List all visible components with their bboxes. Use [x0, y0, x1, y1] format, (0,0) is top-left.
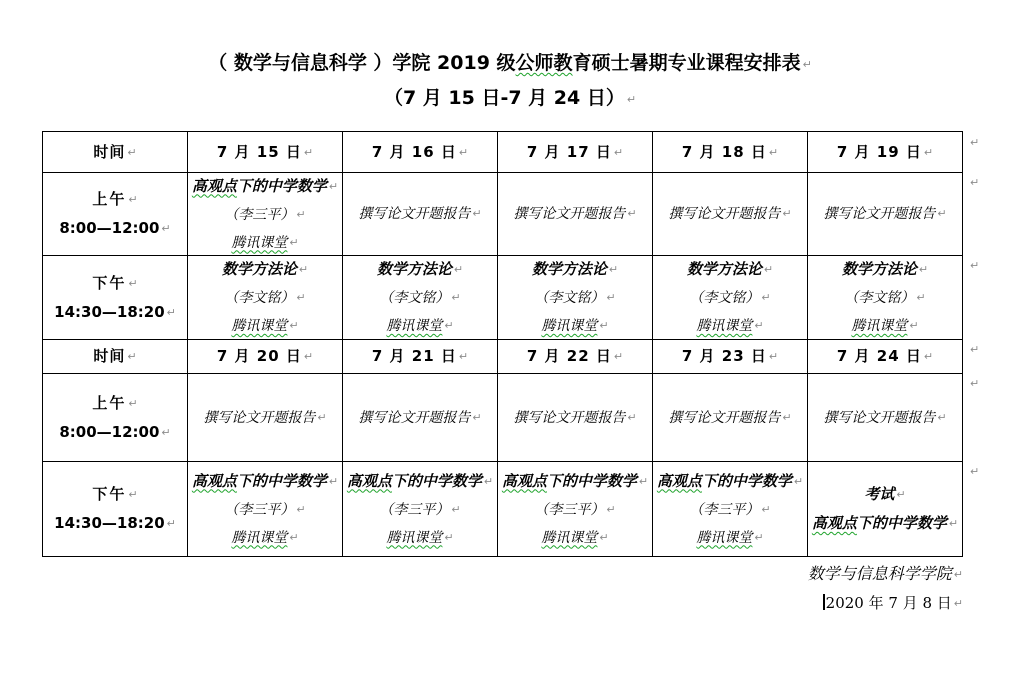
signature-block — [42, 562, 963, 615]
cell-text: 撰写论文开题报告 — [513, 409, 626, 426]
cell-text: （李文铭） — [534, 290, 605, 306]
table-cell[interactable] — [342, 173, 497, 255]
table-cell[interactable] — [187, 374, 342, 461]
paragraph-mark-icon: ↵ — [289, 530, 299, 544]
cell-text: 撰写论文开题报告 — [358, 409, 471, 426]
cell-line — [217, 138, 313, 167]
table-cell[interactable] — [187, 132, 342, 172]
cell-text: （李三平） — [534, 501, 605, 518]
paragraph-mark-icon: ↵ — [782, 410, 792, 424]
cell-line — [541, 312, 608, 339]
table-cell[interactable] — [497, 256, 652, 339]
cell-text: 上午 — [92, 393, 127, 412]
cell-line — [231, 229, 298, 256]
cell-line — [224, 284, 305, 312]
table-cell[interactable] — [807, 173, 962, 255]
paragraph-mark-icon: ↵ — [606, 502, 616, 516]
paragraph-mark-icon: ↵ — [761, 502, 771, 516]
table-row — [43, 255, 962, 339]
spellcheck-underlined-text: 高观点 — [346, 471, 392, 490]
cell-text: 7 月 21 日 — [371, 347, 457, 365]
cell-text: 8:00—12:00 — [59, 422, 160, 441]
paragraph-mark-icon: ↵ — [754, 319, 764, 332]
paragraph-mark-icon: ↵ — [613, 350, 624, 363]
paragraph-mark-icon: ↵ — [161, 425, 171, 439]
table-cell[interactable] — [652, 132, 807, 172]
paragraph-mark-icon: ↵ — [472, 207, 482, 220]
paragraph-mark-icon: ↵ — [763, 263, 774, 276]
cell-line — [224, 201, 305, 229]
cell-text: 数学方法论 — [686, 260, 762, 278]
paragraph-mark-icon: ↵ — [472, 410, 482, 424]
table-cell[interactable] — [807, 132, 962, 172]
paragraph-mark-icon: ↵ — [127, 145, 137, 159]
cell-line — [92, 185, 137, 214]
paragraph-mark-icon: ↵ — [453, 263, 464, 276]
spellcheck-underlined-text: 腾讯课堂 — [851, 318, 908, 334]
paragraph-mark-icon: ↵ — [613, 145, 624, 159]
cell-text: 下的中学数学 — [546, 471, 637, 490]
row-end-mark-icon: ↵ — [970, 343, 980, 356]
cell-line — [682, 342, 778, 371]
spellcheck-underlined-text: 腾讯课堂 — [541, 529, 598, 546]
row-end-mark-icon: ↵ — [970, 259, 980, 272]
table-cell[interactable] — [43, 173, 187, 255]
cell-text: 7 月 16 日 — [371, 142, 457, 161]
cell-text: （李文铭） — [844, 290, 915, 306]
signature-college-text: 数学与信息科学学院 — [807, 564, 952, 583]
paragraph-mark-icon: ↵ — [289, 319, 299, 332]
table-cell[interactable] — [43, 462, 187, 556]
cell-text: 7 月 20 日 — [216, 347, 302, 365]
paragraph-mark-icon: ↵ — [128, 276, 138, 290]
paragraph-mark-icon: ↵ — [317, 410, 327, 424]
cell-line — [93, 138, 136, 167]
subtitle-text: （7 月 15 日-7 月 24 日） — [383, 87, 625, 109]
cell-text: 下午 — [92, 273, 127, 292]
table-row — [43, 461, 962, 556]
cell-text: 撰写论文开题报告 — [513, 206, 626, 222]
table-cell[interactable] — [43, 132, 187, 172]
cell-text: （李三平） — [689, 501, 760, 518]
cell-line — [386, 524, 453, 552]
paragraph-mark-icon: ↵ — [451, 291, 461, 304]
paragraph-mark-icon: ↵ — [953, 568, 963, 581]
cell-text: 数学方法论 — [531, 260, 607, 278]
cell-line — [222, 256, 308, 284]
paragraph-mark-icon: ↵ — [627, 207, 637, 220]
paragraph-mark-icon: ↵ — [483, 474, 494, 488]
paragraph-mark-icon: ↵ — [754, 530, 764, 544]
paragraph-mark-icon: ↵ — [303, 350, 314, 363]
cell-line — [379, 496, 460, 524]
spellcheck-underlined-text: 高观点 — [656, 471, 702, 490]
spellcheck-underlined-text: 腾讯课堂 — [386, 529, 443, 546]
paragraph-mark-icon: ↵ — [127, 350, 137, 363]
paragraph-mark-icon: ↵ — [599, 530, 609, 544]
cell-line — [379, 284, 460, 312]
paragraph-mark-icon: ↵ — [923, 145, 934, 159]
table-cell[interactable] — [497, 173, 652, 255]
cell-line — [372, 138, 468, 167]
schedule-table — [42, 131, 980, 557]
paragraph-mark-icon: ↵ — [128, 193, 138, 206]
table-cell[interactable] — [187, 340, 342, 373]
table-cell[interactable] — [652, 374, 807, 461]
cell-line — [372, 342, 468, 371]
cell-line — [864, 480, 905, 509]
table-cell[interactable] — [43, 256, 187, 339]
cell-line — [837, 342, 933, 371]
spellcheck-underlined-text: 腾讯课堂 — [696, 529, 753, 546]
table-row — [43, 373, 962, 461]
cell-text: 7 月 22 日 — [526, 347, 612, 365]
paragraph-mark-icon: ↵ — [923, 350, 934, 363]
cell-text: 撰写论文开题报告 — [823, 206, 936, 222]
paragraph-mark-icon: ↵ — [296, 502, 306, 516]
paragraph-mark-icon: ↵ — [768, 145, 779, 159]
cell-text: 7 月 23 日 — [681, 347, 767, 365]
cell-line — [541, 524, 608, 552]
paragraph-mark-icon: ↵ — [289, 235, 299, 249]
paragraph-mark-icon: ↵ — [166, 305, 176, 319]
cell-text: 7 月 17 日 — [526, 142, 612, 161]
paragraph-mark-icon: ↵ — [298, 263, 309, 276]
row-end-mark-icon: ↵ — [970, 136, 980, 149]
paragraph-mark-icon: ↵ — [128, 488, 138, 501]
paragraph-mark-icon: ↵ — [328, 474, 339, 488]
row-end-mark-icon: ↵ — [970, 176, 980, 189]
title-spellcheck-text: 公师教 — [515, 52, 573, 74]
spellcheck-underlined-text: 高观点 — [501, 471, 547, 490]
table-cell[interactable] — [187, 256, 342, 339]
cell-line — [534, 496, 615, 524]
cell-line — [192, 173, 338, 201]
table-cell[interactable] — [342, 462, 497, 556]
cell-text: 数学方法论 — [221, 260, 297, 278]
table-cell[interactable] — [652, 256, 807, 339]
paragraph-mark-icon: ↵ — [627, 410, 637, 424]
paragraph-mark-icon: ↵ — [937, 207, 947, 220]
table-cell[interactable] — [342, 256, 497, 339]
paragraph-mark-icon: ↵ — [444, 319, 454, 332]
cell-line — [92, 480, 137, 509]
paragraph-mark-icon: ↵ — [161, 222, 171, 235]
cell-line — [54, 298, 176, 327]
paragraph-mark-icon: ↵ — [918, 263, 929, 276]
table-cell[interactable] — [807, 340, 962, 373]
cell-text: 下的中学数学 — [236, 471, 327, 490]
paragraph-mark-icon: ↵ — [916, 291, 926, 304]
cell-text: 下的中学数学 — [236, 176, 327, 195]
paragraph-mark-icon: ↵ — [296, 291, 306, 304]
paragraph-mark-icon: ↵ — [166, 517, 176, 530]
row-end-mark-icon: ↵ — [970, 377, 980, 390]
cell-line — [527, 342, 623, 371]
cell-text: 下的中学数学 — [856, 514, 947, 532]
cell-text: 撰写论文开题报告 — [823, 409, 936, 426]
table-row — [43, 172, 962, 255]
document-subtitle[interactable] — [0, 86, 1020, 112]
cell-line — [668, 200, 791, 228]
cell-line — [532, 256, 618, 284]
paragraph-mark-icon: ↵ — [608, 263, 619, 276]
cell-line — [527, 138, 623, 167]
cell-text: 上午 — [92, 190, 127, 208]
text-cursor — [823, 594, 825, 610]
cell-line — [687, 256, 773, 284]
document-page — [0, 50, 1020, 615]
signature-date-line[interactable] — [42, 592, 963, 615]
cell-text: （李三平） — [224, 501, 295, 518]
cell-line — [842, 256, 928, 284]
cell-line — [92, 269, 137, 298]
cell-line — [377, 256, 463, 284]
paragraph-mark-icon: ↵ — [638, 474, 649, 488]
cell-text: 7 月 15 日 — [216, 142, 302, 161]
cell-line — [347, 467, 493, 496]
paragraph-mark-icon: ↵ — [128, 396, 138, 410]
cell-text: 下的中学数学 — [701, 471, 792, 490]
cell-text: 考试 — [864, 485, 895, 503]
cell-text: （李三平） — [379, 501, 450, 518]
cell-line — [657, 467, 803, 496]
cell-text: 7 月 18 日 — [681, 142, 767, 161]
table-cell[interactable] — [342, 374, 497, 461]
spellcheck-underlined-text: 腾讯课堂 — [231, 234, 288, 251]
paragraph-mark-icon: ↵ — [444, 530, 454, 544]
cell-line — [224, 496, 305, 524]
cell-text: 撰写论文开题报告 — [668, 409, 781, 426]
spellcheck-underlined-text: 腾讯课堂 — [231, 318, 288, 334]
table-cell[interactable] — [43, 340, 187, 373]
paragraph-mark-icon: ↵ — [599, 319, 609, 332]
paragraph-mark-icon: ↵ — [296, 207, 306, 221]
cell-line — [837, 138, 933, 167]
table-row — [43, 339, 962, 373]
cell-line — [812, 509, 958, 538]
cell-text: 14:30—18:20 — [54, 514, 165, 532]
cell-line — [502, 467, 648, 496]
cell-line — [823, 404, 946, 432]
cell-line — [59, 418, 170, 447]
cell-line — [668, 404, 791, 432]
cell-line — [823, 200, 946, 228]
paragraph-mark-icon: ↵ — [761, 291, 771, 304]
cell-line — [93, 342, 136, 371]
paragraph-mark-icon: ↵ — [458, 145, 469, 159]
cell-text: 7 月 19 日 — [836, 142, 922, 161]
paragraph-mark-icon: ↵ — [328, 179, 339, 193]
spellcheck-underlined-text: 腾讯课堂 — [541, 318, 598, 334]
cell-line — [231, 312, 298, 339]
cell-line — [513, 200, 636, 228]
cell-line — [696, 312, 763, 339]
spellcheck-underlined-text: 高观点 — [191, 176, 237, 195]
spellcheck-underlined-text: 高观点 — [811, 514, 857, 532]
table-cell[interactable] — [342, 340, 497, 373]
title-text: （ 数学与信息科学 ）学院 2019 级 — [208, 52, 516, 74]
paragraph-mark-icon: ↵ — [937, 410, 947, 424]
cell-line — [534, 284, 615, 312]
cell-line — [689, 284, 770, 312]
table-cell[interactable] — [187, 173, 342, 255]
table-cell[interactable] — [497, 132, 652, 172]
table-cell[interactable] — [652, 173, 807, 255]
cell-line — [192, 467, 338, 496]
cell-line — [59, 214, 170, 243]
cell-line — [696, 524, 763, 552]
cell-text: 7 月 24 日 — [836, 347, 922, 365]
cell-text: 8:00—12:00 — [59, 219, 160, 237]
table-cell[interactable] — [652, 462, 807, 556]
cell-text: 下的中学数学 — [391, 471, 482, 490]
cell-line — [54, 509, 176, 538]
cell-text: 时间 — [93, 142, 126, 161]
spellcheck-underlined-text: 腾讯课堂 — [386, 318, 443, 334]
paragraph-mark-icon: ↵ — [948, 517, 959, 530]
paragraph-mark-icon: ↵ — [451, 502, 461, 516]
cell-line — [203, 404, 326, 432]
signature-date-text: 2020 年 7 月 8 日 — [825, 594, 952, 612]
cell-text: 数学方法论 — [841, 260, 917, 278]
document-title[interactable] — [0, 50, 1020, 78]
table-cell[interactable] — [807, 374, 962, 461]
spellcheck-underlined-text: 腾讯课堂 — [696, 318, 753, 334]
table-cell[interactable] — [652, 340, 807, 373]
cell-text: 撰写论文开题报告 — [358, 206, 471, 222]
cell-line — [92, 389, 137, 418]
paragraph-mark-icon: ↵ — [909, 319, 919, 332]
row-end-mark-icon: ↵ — [970, 465, 980, 478]
cell-text: （李文铭） — [224, 290, 295, 306]
cell-text: 撰写论文开题报告 — [203, 409, 316, 426]
cell-line — [358, 404, 481, 432]
cell-line — [844, 284, 925, 312]
paragraph-mark-icon: ↵ — [626, 93, 637, 106]
signature-college-line[interactable] — [42, 562, 963, 586]
table-cell[interactable] — [807, 462, 962, 556]
cell-text: （李文铭） — [689, 290, 760, 306]
table-cell[interactable] — [187, 462, 342, 556]
cell-text: 数学方法论 — [376, 260, 452, 278]
table-cell[interactable] — [43, 374, 187, 461]
paragraph-mark-icon: ↵ — [953, 597, 963, 610]
table-cell[interactable] — [497, 374, 652, 461]
cell-line — [231, 524, 298, 552]
cell-text: 下午 — [92, 485, 127, 503]
cell-text: 时间 — [93, 347, 126, 365]
paragraph-mark-icon: ↵ — [896, 488, 906, 501]
cell-text: （李文铭） — [379, 290, 450, 306]
cell-line — [513, 404, 636, 432]
paragraph-mark-icon: ↵ — [303, 145, 314, 159]
paragraph-mark-icon: ↵ — [606, 291, 616, 304]
table-cell[interactable] — [342, 132, 497, 172]
spellcheck-underlined-text: 腾讯课堂 — [231, 529, 288, 546]
cell-line — [217, 342, 313, 371]
spellcheck-underlined-text: 高观点 — [191, 471, 237, 490]
cell-line — [851, 312, 918, 339]
table-row — [43, 132, 962, 172]
paragraph-mark-icon: ↵ — [802, 58, 812, 71]
title-text-cont: 育硕士暑期专业课程安排表 — [572, 52, 801, 74]
table-cell[interactable] — [497, 340, 652, 373]
cell-line — [682, 138, 778, 167]
paragraph-mark-icon: ↵ — [458, 350, 469, 363]
paragraph-mark-icon: ↵ — [782, 207, 792, 220]
cell-line — [386, 312, 453, 339]
paragraph-mark-icon: ↵ — [768, 350, 779, 363]
cell-text: 撰写论文开题报告 — [668, 206, 781, 222]
table-cell[interactable] — [807, 256, 962, 339]
table-cell[interactable] — [497, 462, 652, 556]
cell-line — [689, 496, 770, 524]
cell-text: （李三平） — [224, 206, 295, 223]
paragraph-mark-icon: ↵ — [793, 474, 804, 488]
cell-text: 14:30—18:20 — [54, 302, 165, 321]
cell-line — [358, 200, 481, 228]
